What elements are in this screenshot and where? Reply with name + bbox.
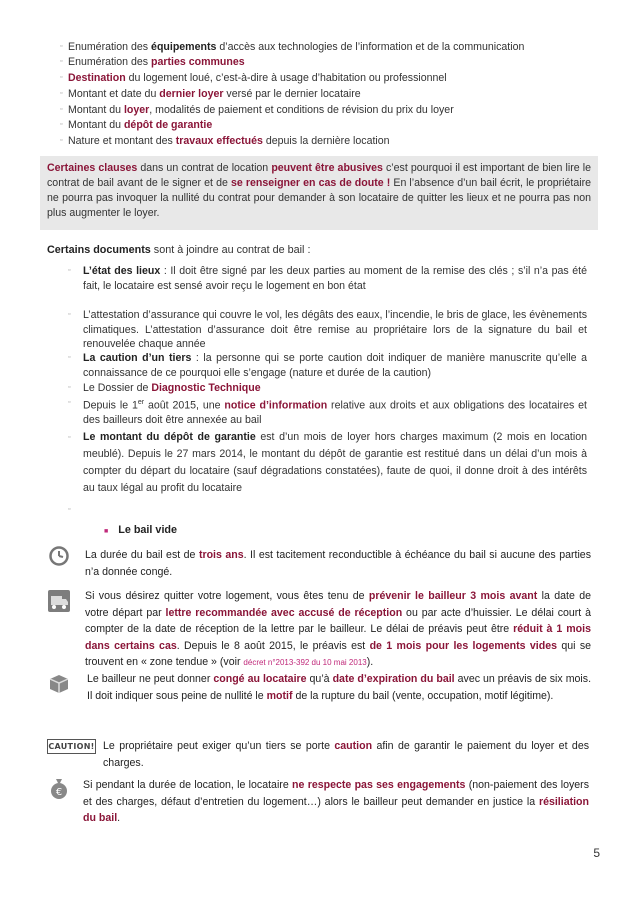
box-icon [47, 672, 71, 694]
moving-truck-icon [47, 588, 71, 614]
money-bag-icon [47, 776, 71, 800]
section-title: ■ Le bail vide [104, 524, 178, 536]
list-item: ▫ Enumération des parties communes [60, 56, 245, 68]
list-item: ▫ Destination du logement loué, c’est-à-dire à usage d’habitation ou professionnel [60, 72, 447, 84]
caution-stamp-icon: CAUTION! [47, 739, 96, 754]
list-item: ▫ Montant du dépôt de garantie [60, 119, 213, 131]
clock-icon [47, 546, 71, 566]
list-item: ▫ Montant et date du dernier loyer versé par le dernier locataire [60, 88, 361, 100]
breach-text: Si pendant la durée de location, le locataire ne respecte pas ses engagements (non-paiement des loyers et des charges, défaut d’entretien du logement…) alors le bailleur peut demander en justice la résiliation du bail. [83, 779, 589, 824]
list-item: ▫ Le Dossier de Diagnostic Technique [68, 382, 261, 394]
guarantor-text: Le propriétaire peut exiger qu’un tiers se porte caution afin de garantir le paiement du loyer et des charges. [103, 740, 590, 769]
bail-duration-text: La durée du bail est de trois ans. Il est tacitement reconductible à échéance du bail si aucune des parties n’a donnée congé. [85, 549, 591, 578]
list-item: ▫ Nature et montant des travaux effectués depuis la dernière location [60, 135, 390, 147]
page-number: 5 [593, 846, 600, 860]
documents-lead: Certains documents sont à joindre au contrat de bail : [47, 244, 311, 256]
svg-text:€: € [55, 787, 63, 798]
landlord-notice-text: Le bailleur ne peut donner congé au locataire qu’à date d’expiration du bail avec un préavis de six mois. Il doit indiquer sous peine de nullité le motif de la rupture du bail (vente, occupation, motif légitime). [87, 673, 592, 702]
list-item: ▫ La caution d’un tiers : la personne qui se porte caution doit indiquer de manière manuscrite qu’elle a connaissance de ce pourquoi elle s’engage (nature et durée de la caution) [68, 352, 587, 379]
list-item: ▫ L’état des lieux : Il doit être signé par les deux parties au moment de la remise des clés ; s’il n’a pas été fait, le locataire est sensé avoir reçu le logement en bon état [68, 265, 587, 292]
list-item: ▫ Depuis le 1er août 2015, une notice d’information relative aux droits et aux obligations des locataires et des bailleurs doit être annexée au bail [68, 399, 588, 427]
list-item: ▫ Le montant du dépôt de garantie est d’un mois de loyer hors charges maximum (2 mois en location meublé). Depuis le 27 mars 2014, le montant du dépôt de garantie est restitué dans un délai d’un mois à compter du départ du locataire (sauf dégradations constatées), faute de quoi, il donne droit à des intérêts au taux légal au profit du locataire [68, 431, 587, 494]
list-item: ▫ L’attestation d’assurance qui couvre le vol, les dégâts des eaux, l’incendie, le bris de glace, les évènements climatiques. L’attestation d’assurance doit être remise au propriétaire lors de la signature du bail et renouvelée chaque année [68, 309, 587, 351]
warning-text: Certaines clauses dans un contrat de location peuvent être abusives c’est pourquoi il est important de bien lire le contrat de bail avant de le signer et de se renseigner en cas de doute ! En l’absence d’un bail écrit, le propriétaire ne pourra pas invoquer la nullité du contrat pour demander à son locataire de quitter les lieux et ne pourra pas non plus augmenter le loyer. [47, 162, 591, 219]
notice-period-text: Si vous désirez quitter votre logement, vous êtes tenu de prévenir le bailleur 3 mois avant la date de votre départ par lettre recommandée avec accusé de réception ou par acte d’huissier. Le délai court à compter de la date de réception de la lettre par le bailleur. Le délai de préavis peut être réduit à 1 mois dans certains cas. Depuis le 8 août 2015, le préavis est de 1 mois pour les logements vides qui se trouvent en « zone tendue » (voir décret n°2013-392 du 10 mai 2013). [85, 590, 592, 668]
decree-link[interactable]: décret n°2013-392 du 10 mai 2013 [243, 658, 367, 667]
list-item: ▫ Montant du loyer, modalités de paiement et conditions de révision du prix du loyer [60, 104, 454, 116]
list-item: ▫ Enumération des équipements d’accès aux technologies de l’information et de la communication [60, 41, 525, 53]
